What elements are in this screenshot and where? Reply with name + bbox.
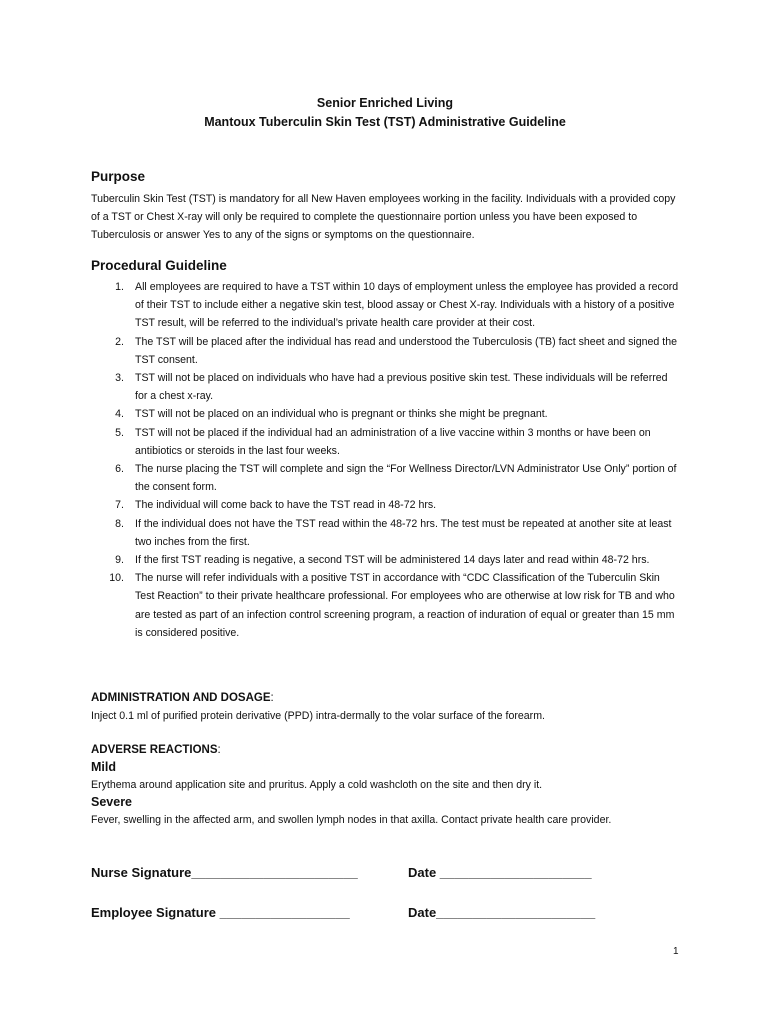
- document-header: [0, 94, 770, 132]
- procedure-list: [91, 278, 681, 642]
- purpose-text: Tuberculin Skin Test (TST) is mandatory for all New Haven employees working in the facility. Individuals with a provided copy of a TST or Chest X-ray will only be required to complete the questionnaire portion unless you have been exposed to Tuberculosis or answer Yes to any of the signs or symptoms on the questionnaire.: [91, 193, 676, 242]
- adverse-reactions-section: [91, 742, 681, 829]
- purpose-heading: Purpose: [91, 169, 146, 184]
- adverse-reactions-heading: [91, 742, 681, 759]
- procedure-step: [91, 515, 681, 551]
- procedure-step: [91, 496, 681, 514]
- step-number: 8.: [115, 517, 124, 530]
- step-number: 5.: [115, 426, 124, 439]
- severe-text: Fever, swelling in the affected arm, and swollen lymph nodes in that axilla. Contact private health care provider.: [91, 814, 612, 827]
- step-text: The TST will be placed after the individual has read and understood the Tuberculosis (TB) fact sheet and signed the TST consent.: [135, 335, 677, 366]
- severe-heading: Severe: [91, 795, 133, 810]
- document-title: Mantoux Tuberculin Skin Test (TST) Administrative Guideline: [204, 115, 566, 129]
- step-text: TST will not be placed on individuals who have had a previous positive skin test. These individuals will be referred for a chest x-ray.: [135, 372, 668, 403]
- step-text: The nurse will refer individuals with a positive TST in accordance with “CDC Classification of the Tuberculin Skin Test Reaction” to their private healthcare professional. For employees who are otherwise at low risk for TB and who are tested as part of an infection control screening program, a reaction of induration of equal or greater than 15 mm is considered positive.: [135, 572, 675, 639]
- procedure-step: [91, 569, 681, 642]
- nurse-signature-field[interactable]: Nurse Signature_______________________: [91, 865, 358, 880]
- mild-heading: Mild: [91, 760, 116, 774]
- step-number: 9.: [115, 554, 124, 567]
- step-text: TST will not be placed if the individual had an administration of a live vaccine within 3 months or have been on antibiotics or steroids in the last four weeks.: [135, 426, 651, 457]
- step-text: If the individual does not have the TST read within the 48-72 hrs. The test must be repeated at another site at least two inches from the first.: [135, 517, 672, 548]
- procedure-step: [91, 333, 681, 369]
- procedure-step: [91, 460, 681, 496]
- mild-text: Erythema around application site and pruritus. Apply a cold washcloth on the site and then dry it.: [91, 779, 543, 791]
- administration-section: [91, 690, 681, 725]
- administration-text: Inject 0.1 ml of purified protein derivative (PPD) intra-dermally to the volar surface of the forearm.: [91, 710, 545, 722]
- procedure-heading: Procedural Guideline: [91, 258, 227, 273]
- step-text: The nurse placing the TST will complete and sign the “For Wellness Director/LVN Administrator Use Only” portion of the consent form.: [135, 463, 677, 494]
- administration-heading-colon: :: [270, 692, 274, 704]
- step-text: If the first TST reading is negative, a second TST will be administered 14 days later and read within 48-72 hrs.: [135, 554, 650, 567]
- step-number: 10.: [109, 572, 124, 585]
- step-text: TST will not be placed on an individual who is pregnant or thinks she might be pregnant.: [135, 408, 548, 421]
- step-number: 1.: [115, 281, 124, 293]
- step-number: 2.: [115, 335, 124, 348]
- purpose-section: [91, 168, 681, 245]
- procedure-step: [91, 424, 681, 460]
- employee-signature-field[interactable]: Employee Signature __________________: [91, 905, 350, 920]
- administration-heading-text: ADMINISTRATION AND DOSAGE: [91, 692, 271, 704]
- step-number: 4.: [115, 408, 124, 421]
- employee-date-field[interactable]: Date______________________: [408, 905, 596, 920]
- procedure-step: [91, 278, 681, 333]
- adverse-reactions-heading-colon: :: [217, 744, 221, 756]
- organization-name: Senior Enriched Living: [316, 96, 454, 110]
- administration-heading: [91, 690, 681, 707]
- procedure-section: [91, 257, 681, 642]
- page-number: 1: [673, 946, 679, 957]
- step-number: 7.: [115, 499, 124, 512]
- step-text: All employees are required to have a TST within 10 days of employment unless the employee has provided a record of their TST to include either a negative skin test, blood assay or Chest X-ray. Individuals with a history of a positive TST result, will be referred to the individual’s private health care provider at their cost.: [135, 281, 679, 330]
- procedure-step: [91, 369, 681, 405]
- step-number: 3.: [115, 372, 124, 385]
- step-number: 6.: [115, 463, 124, 476]
- adverse-reactions-heading-text: ADVERSE REACTIONS: [91, 744, 218, 756]
- step-text: The individual will come back to have the TST read in 48-72 hrs.: [135, 499, 437, 512]
- procedure-step: [91, 405, 681, 423]
- procedure-step: [91, 551, 681, 569]
- nurse-date-field[interactable]: Date _____________________: [408, 865, 592, 880]
